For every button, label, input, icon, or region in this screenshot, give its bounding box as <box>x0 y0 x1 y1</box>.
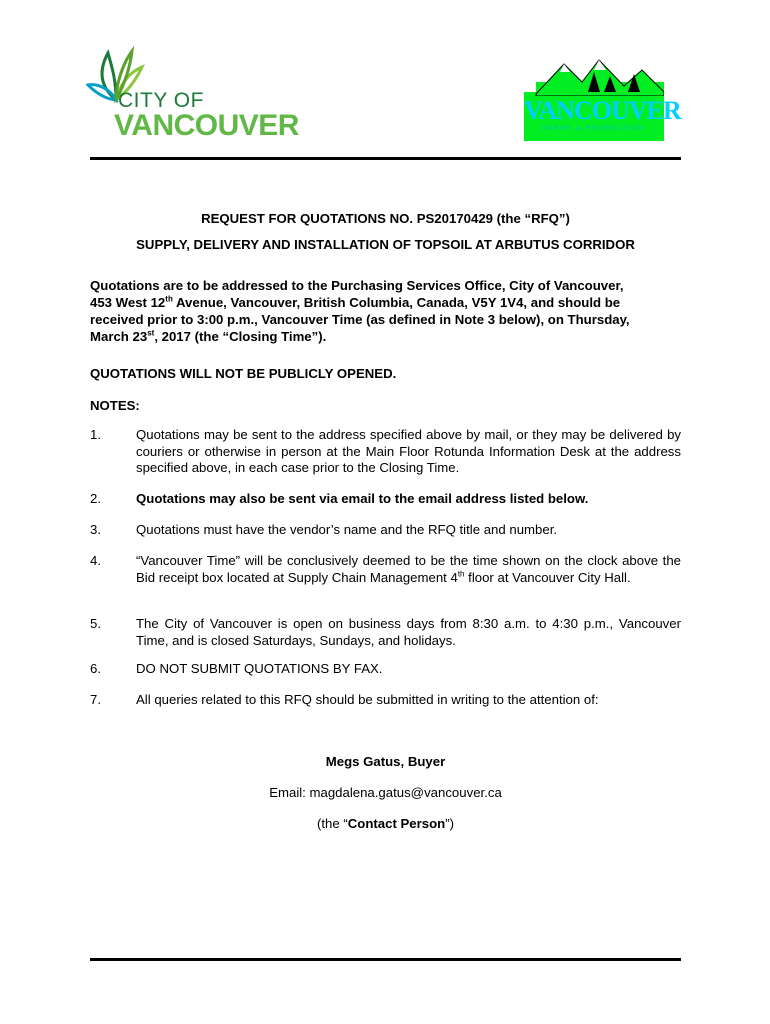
note-text: Quotations may be sent to the address specified above by mail, or they may be delivered by couriers or otherwise in person at the Main Floor Rotunda Information Desk at the address specified above, in each case prior to the Closing Time. <box>136 427 681 475</box>
contact-role-prefix: (the “ <box>316 816 348 831</box>
logo-vancouver-text: VANCOUVER <box>114 109 299 142</box>
intro-address-end: Avenue, Vancouver, British Columbia, Canada, V5Y 1V4, and should be <box>172 295 621 310</box>
logo-city-of-text: CITY OF <box>118 89 204 112</box>
note-text: DO NOT SUBMIT QUOTATIONS BY FAX. <box>136 661 383 676</box>
intro-line-1: Quotations are to be addressed to the Purchasing Services Office, City of Vancouver, <box>90 278 624 293</box>
rfq-title: REQUEST FOR QUOTATIONS NO. PS20170429 (the “RFQ”) <box>201 211 570 226</box>
contact-role-suffix: ”) <box>445 816 455 831</box>
note-text <box>136 553 681 586</box>
intro-line-2 <box>90 294 681 311</box>
rfq-subtitle: SUPPLY, DELIVERY AND INSTALLATION OF TOPSOIL AT ARBUTUS CORRIDOR <box>136 237 635 252</box>
contact-email: Email: magdalena.gatus@vancouver.ca <box>269 785 502 800</box>
note-number: 5. <box>90 616 101 631</box>
note-text: Quotations must have the vendor’s name and the RFQ title and number. <box>136 522 558 537</box>
intro-address-sup: th <box>165 294 173 304</box>
note-number: 1. <box>90 427 101 442</box>
note-number: 7. <box>90 692 101 707</box>
contact-role-label: Contact Person <box>347 816 446 831</box>
city-of-vancouver-logo <box>86 45 299 145</box>
closing-date-sup: st <box>147 328 155 338</box>
note-text: Quotations may also be sent via email to the email address listed below. <box>136 491 589 506</box>
closing-date-start: March 23 <box>90 329 148 344</box>
contact-name: Megs Gatus, Buyer <box>325 754 446 769</box>
notes-heading: NOTES: <box>90 398 140 413</box>
intro-address-start: 453 West 12 <box>90 295 166 310</box>
intro-line-4 <box>90 328 681 345</box>
closing-date-end: , 2017 (the “Closing Time”). <box>154 329 327 344</box>
note-text-part: floor at Vancouver City Hall. <box>464 569 631 585</box>
note-number: 6. <box>90 661 101 676</box>
intro-line-3: received prior to 3:00 p.m., Vancouver Time (as defined in Note 3 below), on Thursday, <box>90 312 630 327</box>
contact-role <box>90 816 681 831</box>
note-number: 3. <box>90 522 101 537</box>
note-text-sup: th <box>457 569 465 579</box>
note-number: 4. <box>90 553 101 568</box>
logo-vancouver-wordmark: VANCOUVER <box>524 96 681 125</box>
note-number: 2. <box>90 491 101 506</box>
note-text: All queries related to this RFQ should be submitted in writing to the attention of: <box>136 692 599 707</box>
note-text-part: “Vancouver Time” will be conclusively deemed to be the time shown on the clock above the Bid receipt box located at Supply Chain Management 4 <box>136 553 681 585</box>
parks-recreation-logo <box>524 52 681 141</box>
not-opened-notice: QUOTATIONS WILL NOT BE PUBLICLY OPENED. <box>90 366 397 381</box>
top-divider <box>90 157 681 160</box>
bottom-divider <box>90 958 681 961</box>
logo-parks-recreation-subtitle: PARKS & RECREATION <box>542 126 646 132</box>
intro-paragraph <box>90 277 681 345</box>
note-text: The City of Vancouver is open on business days from 8:30 a.m. to 4:30 p.m., Vancouver Time, and is closed Saturdays, Sundays, and holidays. <box>136 616 681 648</box>
